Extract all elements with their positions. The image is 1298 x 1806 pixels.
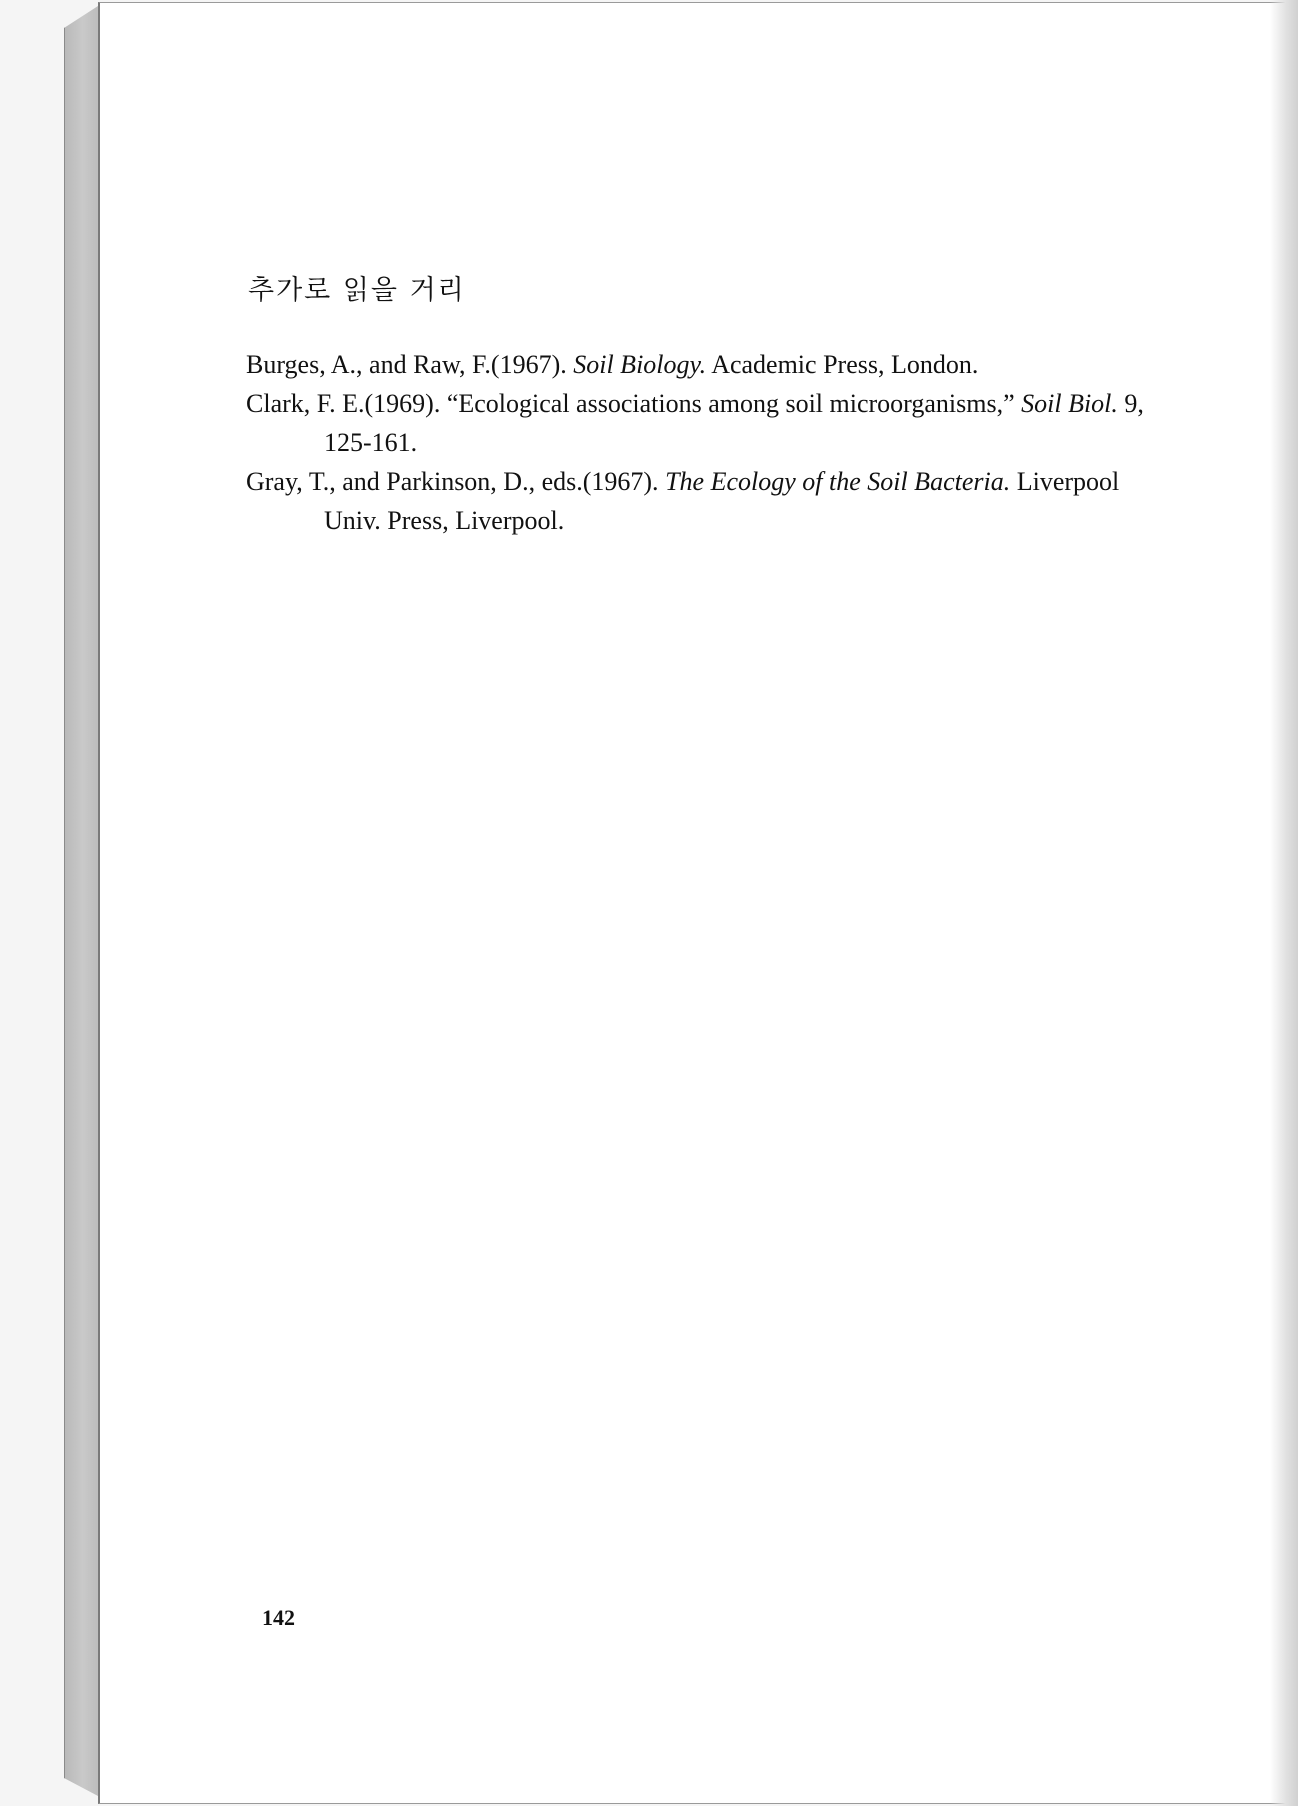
reference-item	[246, 384, 1166, 462]
reference-title: Soil Biology.	[573, 350, 707, 379]
reference-publisher: Academic Press, London.	[706, 350, 979, 379]
reference-title: Soil Biol.	[1021, 389, 1118, 418]
page-edge-shadow	[1270, 0, 1298, 1806]
page-number: 142	[262, 1605, 295, 1630]
reference-list	[246, 345, 1166, 540]
reference-authors: Clark, F. E.(1969). “Ecological associations among soil microorganisms,”	[246, 389, 1022, 418]
book-spine-edge	[64, 6, 98, 1796]
reference-authors: Gray, T., and Parkinson, D., eds.(1967).	[246, 467, 666, 496]
section-title: 추가로 읽을 거리	[248, 275, 466, 306]
reference-publisher: 9, 125-161.	[324, 389, 1144, 457]
reference-item	[246, 462, 1166, 540]
reference-publisher: Liverpool Univ. Press, Liverpool.	[324, 467, 1120, 535]
reference-authors: Burges, A., and Raw, F.(1967).	[246, 350, 574, 379]
reference-item	[246, 345, 1166, 384]
reference-title: The Ecology of the Soil Bacteria.	[665, 467, 1011, 496]
